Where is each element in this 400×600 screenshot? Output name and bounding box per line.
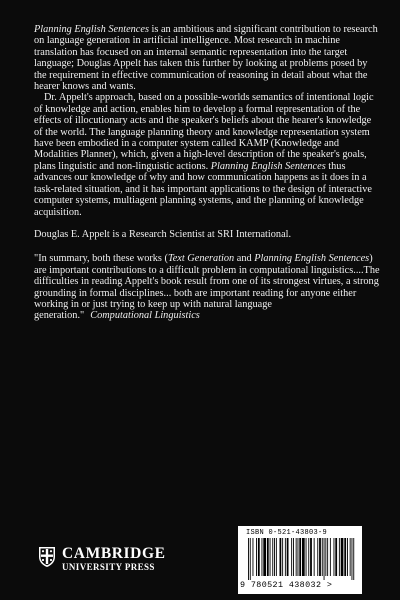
blurb-text (34, 24, 380, 322)
author-bio: Douglas E. Appelt is a Research Scientist at SRI International. (34, 228, 292, 240)
cambridge-shield-icon (38, 546, 56, 568)
barcode-panel (238, 526, 362, 594)
barcode-icon (246, 538, 358, 580)
isbn-number: ISBN 0-521-43803-9 (246, 529, 328, 537)
publisher-subtitle: UNIVERSITY PRESS (62, 562, 155, 572)
blurb-paragraph-1: Planning English Sentences is an ambitious and significant contribution to research on language generation in artificial intelligence. Most research in machine translation has focused on an internal semantic representation into the target language; Douglas Appelt has taken this further by looking at problems posed by the requirement in effective communication of reasoning in detail about what the hearer knows and wants. (34, 24, 378, 93)
blurb-paragraph-2: Dr. Appelt's approach, based on a possible-worlds semantics of intentional logic of knowledge and action, enables him to develop a formal representation of the effects of illocutionary acts and the speaker's beliefs about the hearer's knowledge of the world. The language planning theory and knowledge representation system have been embodied in a computer system called KAMP (Knowledge and Modalities Planner), which, given a high-level description of the speaker's goals, plans linguistic and non-linguistic actions. Planning English Sentences thus advances our knowledge of why and how communication happens as it does in a task-related situation, and it has important applications to the design of interactive computer systems, multiagent planning systems, and the planning of knowledge acquisition. (34, 92, 374, 218)
publisher-name: CAMBRIDGE (62, 545, 166, 562)
ean-digits: 9 780521 438032 > (240, 580, 333, 590)
review-quote: "In summary, both these works (Text Generation and Planning English Sentences) are important contributions to a difficult problem in computational linguistics....The difficulties in reading Appelt's book result from one of its strongest virtues, a strong grounding in formal disciplines... both are important reading for anyone either working in or just trying to keep up with natural language generation." Computational Linguistics (34, 253, 380, 322)
review-source: Computational Linguistics (90, 310, 200, 322)
book-title: Planning English Sentences (34, 24, 149, 35)
book-title: Planning English Sentences (210, 160, 326, 172)
